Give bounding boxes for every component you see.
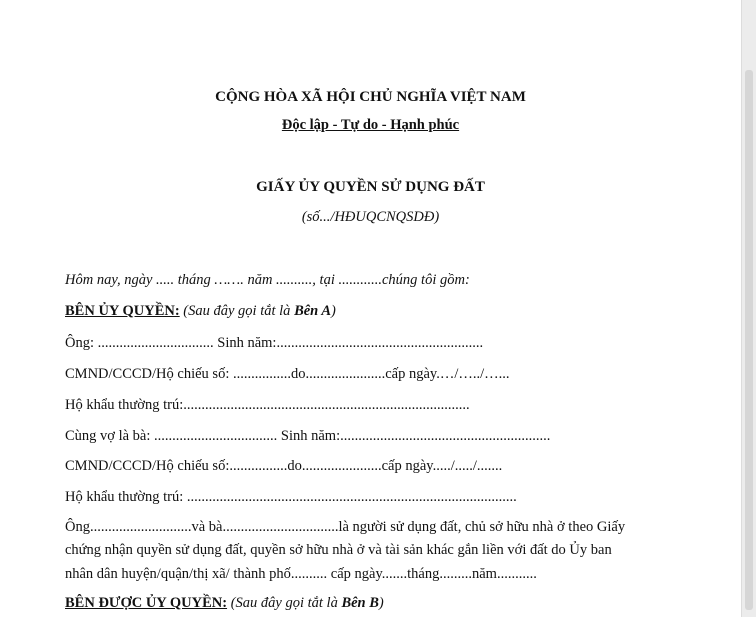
party-a-line-6: Hộ khẩu thường trú: ...........................................................................................: [65, 489, 517, 505]
party-a-paragraph-line-2: chứng nhận quyền sử dụng đất, quyền sở hữu nhà ở và tài sản khác gắn liền với đất do Ủy ban: [65, 542, 612, 558]
motto: Độc lập - Tự do - Hạnh phúc: [281, 117, 460, 133]
party-a-paragraph-line-1: Ông............................và bà................................là người sử dụng đất, chủ sở hữu nhà ở theo Giấy: [65, 519, 626, 535]
party-a-heading-line: [65, 302, 336, 320]
party-a-heading: BÊN ỦY QUYỀN:: [65, 303, 180, 319]
party-b-heading-line: [65, 594, 384, 612]
party-a-line-4: Cùng vợ là bà: .................................. Sinh năm:..........................................................: [65, 428, 551, 444]
party-b-note-prefix: (Sau đây gọi tắt là: [227, 595, 342, 611]
party-b-note-name: Bên B: [341, 595, 379, 611]
party-b-heading: BÊN ĐƯỢC ỦY QUYỀN:: [65, 595, 228, 611]
party-a-note-suffix: ): [331, 303, 336, 319]
party-a-paragraph-line-3: nhân dân huyện/quận/thị xã/ thành phố.......... cấp ngày.......tháng.........năm...........: [65, 566, 537, 582]
party-a-line-1: Ông: ................................ Sinh năm:.........................................................: [65, 335, 484, 351]
document-title: GIẤY ỦY QUYỀN SỬ DỤNG ĐẤT: [256, 179, 485, 195]
scrollbar-thumb[interactable]: [745, 70, 753, 610]
party-a-note-name: Bên A: [294, 303, 331, 319]
party-a-note-prefix: (Sau đây gọi tắt là: [179, 303, 295, 319]
country-heading: CỘNG HÒA XÃ HỘI CHỦ NGHĨA VIỆT NAM: [215, 89, 526, 105]
intro-line: Hôm nay, ngày ..... tháng ……. năm .........., tại ............chúng tôi gồm:: [65, 272, 470, 288]
party-b-note-suffix: ): [378, 595, 384, 611]
party-a-line-3: Hộ khẩu thường trú:...............................................................................: [65, 397, 470, 413]
document-number: (số.../HĐUQCNQSDĐ): [301, 209, 440, 225]
vertical-scrollbar[interactable]: [741, 0, 756, 617]
party-a-line-5: CMND/CCCD/Hộ chiếu số:................do......................cấp ngày...../...../.......: [65, 458, 503, 474]
party-a-line-2: CMND/CCCD/Hộ chiếu số: ................do......................cấp ngày.…/…../…...: [65, 366, 510, 382]
